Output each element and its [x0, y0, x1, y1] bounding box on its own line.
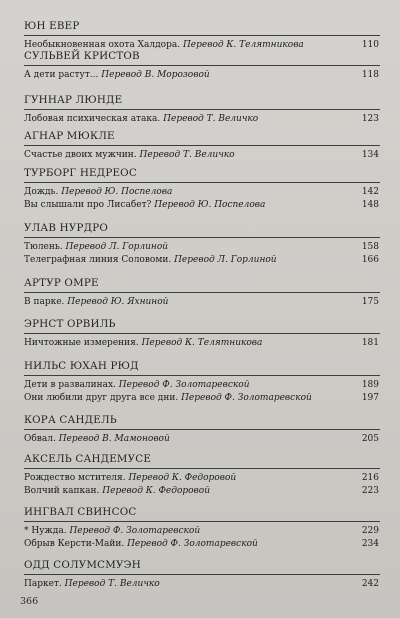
author-name: ЮН ЕВЕР — [24, 20, 80, 32]
entry-title — [24, 392, 312, 404]
page-number: 189 — [361, 380, 379, 390]
page-number: 223 — [361, 486, 379, 496]
entry-title — [24, 113, 258, 125]
story-title: Волчий капкан. — [24, 486, 100, 496]
story-title: Лобовая психическая атака. — [24, 114, 161, 124]
entry-title — [24, 149, 235, 161]
author-name: АРТУР ОМРЕ — [24, 277, 99, 289]
page-number: 134 — [361, 150, 379, 160]
story-title: Паркет. — [24, 579, 62, 589]
translator: Перевод К. Федоровой — [102, 486, 211, 496]
story-title: Тюлень. — [24, 242, 63, 252]
story-title: Дождь. — [24, 187, 59, 197]
entry-title — [24, 379, 250, 391]
page-number: 242 — [361, 579, 379, 589]
author-name: СУЛЬВЕЙ КРИСТОВ — [24, 50, 140, 62]
section-divider — [24, 375, 380, 376]
author-name: КОРА САНДЕЛЬ — [24, 414, 117, 426]
page-number: 197 — [361, 393, 379, 403]
entry-title — [24, 433, 170, 445]
story-title: Необыкновенная охота Халдора. — [24, 40, 181, 50]
translator: Перевод Т. Величко — [139, 150, 235, 160]
section-divider — [24, 237, 380, 238]
author-name: АГНАР МЮКЛЕ — [24, 130, 115, 142]
entry-title — [24, 199, 265, 211]
author-name: ЭРНСТ ОРВИЛЬ — [24, 318, 116, 330]
page-number: 158 — [361, 242, 379, 252]
section-divider — [24, 65, 380, 66]
translator: Перевод К. Телятникова — [141, 338, 263, 348]
story-title: Вы слышали про Лисабет? — [24, 200, 152, 210]
section-divider — [24, 468, 380, 469]
author-name: ТУРБОРГ НЕДРЕОС — [24, 167, 137, 179]
story-title: Дети в развалинах. — [24, 380, 116, 390]
page-number: 110 — [361, 40, 379, 50]
section-divider — [24, 35, 380, 36]
page-number: 142 — [361, 187, 379, 197]
story-title: Рождество мстителя. — [24, 473, 126, 483]
translator: Перевод Ф. Золотаревской — [69, 526, 201, 536]
entry-title — [24, 254, 277, 266]
entry-title — [24, 337, 262, 349]
author-name: АКСЕЛЬ САНДЕМУСЕ — [24, 453, 152, 465]
translator: Перевод К. Телятникова — [182, 40, 304, 50]
page-number: 181 — [361, 338, 379, 348]
story-title: Телеграфная линия Соловоми. — [24, 255, 172, 265]
author-name: НИЛЬС ЮХАН РЮД — [24, 360, 139, 372]
story-title: Обвал. — [24, 434, 56, 444]
author-name: УЛАВ НУРДРО — [24, 222, 108, 234]
folio-page-number: 366 — [20, 596, 39, 607]
entry-title — [24, 186, 172, 198]
section-divider — [24, 145, 380, 146]
section-divider — [24, 521, 380, 522]
translator: Перевод К. Федоровой — [128, 473, 237, 483]
story-title: Ничтожные измерения. — [24, 338, 139, 348]
page-number: 229 — [361, 526, 379, 536]
page-number: 118 — [361, 70, 379, 80]
translator: Перевод Ф. Золотаревской — [118, 380, 250, 390]
translator: Перевод Ю. Поспелова — [154, 200, 266, 210]
section-divider — [24, 333, 380, 334]
page-number: 123 — [361, 114, 379, 124]
entry-title — [24, 69, 210, 81]
section-divider — [24, 429, 380, 430]
entry-title — [24, 296, 168, 308]
section-divider — [24, 182, 380, 183]
page-number: 148 — [361, 200, 379, 210]
translator: Перевод В. Морозовой — [101, 70, 210, 80]
translator: Перевод Ф. Золотаревской — [127, 539, 258, 549]
story-title: * Нужда. — [24, 526, 67, 536]
page-number: 216 — [361, 473, 379, 483]
story-title: Они любили друг друга все дни. — [24, 393, 179, 403]
translator: Перевод Л. Горлиной — [65, 242, 169, 252]
story-title: А дети растут... — [24, 70, 99, 80]
author-name: ИНГВАЛ СВИНСОС — [24, 506, 137, 518]
story-title: Обрыв Керсти-Майи. — [24, 539, 125, 549]
page-number: 175 — [361, 297, 379, 307]
page-number: 205 — [361, 434, 379, 444]
section-divider — [24, 109, 380, 110]
section-divider — [24, 574, 380, 575]
translator: Перевод Ю. Яхниной — [67, 297, 169, 307]
entry-title — [24, 578, 160, 590]
story-title: В парке. — [24, 297, 65, 307]
entry-title — [24, 538, 258, 550]
page-number: 166 — [361, 255, 379, 265]
translator: Перевод Т. Величко — [64, 579, 160, 589]
page-number: 234 — [361, 539, 379, 549]
translator: Перевод Л. Горлиной — [174, 255, 277, 265]
entry-title — [24, 472, 236, 484]
translator: Перевод Ф. Золотаревской — [181, 393, 312, 403]
entry-title — [24, 525, 200, 537]
entry-title — [24, 241, 168, 253]
entry-title — [24, 485, 210, 497]
author-name: ГУННАР ЛЮНДЕ — [24, 94, 123, 106]
translator: Перевод Ю. Поспелова — [61, 187, 173, 197]
author-name: ОДД СОЛУМСМУЭН — [24, 559, 141, 571]
section-divider — [24, 292, 380, 293]
translator: Перевод В. Мамоновой — [58, 434, 170, 444]
story-title: Счастье двоих мужчин. — [24, 150, 137, 160]
translator: Перевод Т. Величко — [163, 114, 259, 124]
